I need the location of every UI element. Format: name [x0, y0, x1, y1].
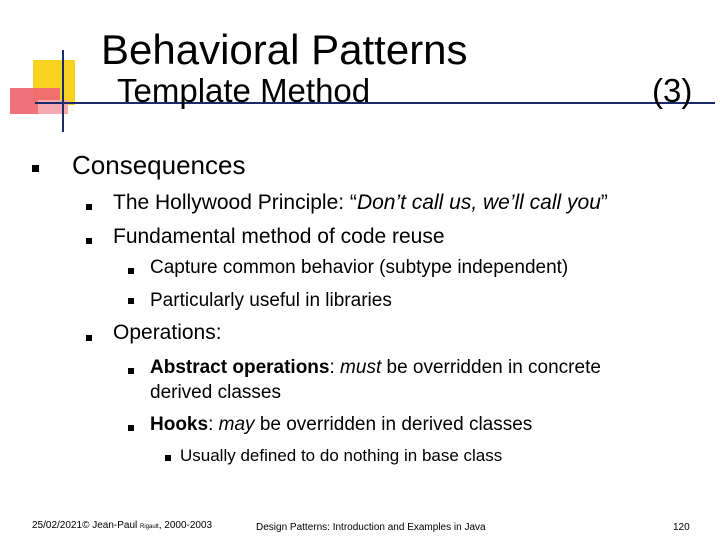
footer-page-number: 120	[673, 522, 690, 533]
bullet-consequences: Consequences	[72, 150, 246, 180]
bullet-fundamental-method: Fundamental method of code reuse	[113, 225, 445, 248]
footer-course-title: Design Patterns: Introduction and Examples in Java	[256, 522, 486, 533]
logo-vertical-line	[62, 50, 64, 132]
bullet-square-icon	[128, 298, 134, 304]
bullet-square-icon	[128, 268, 134, 274]
bullet-libraries: Particularly useful in libraries	[150, 290, 392, 311]
bullet-square-icon	[32, 165, 39, 172]
bullet-capture-behavior: Capture common behavior (subtype independent)	[150, 257, 569, 278]
bullet-square-icon	[86, 204, 92, 210]
bullet-operations: Operations:	[113, 321, 222, 344]
bullet-hooks: Hooks: may be overridden in derived classes	[150, 414, 533, 435]
bullet-usually-defined: Usually defined to do nothing in base class	[180, 446, 503, 465]
bullet-abstract-operations: Abstract operations: must be overridden in concrete	[150, 357, 601, 378]
slide-subtitle: Template Method	[117, 72, 371, 109]
bullet-square-icon	[86, 335, 92, 341]
bullet-square-icon	[128, 368, 134, 374]
bullet-hollywood-principle: The Hollywood Principle: “Don’t call us, we’ll call you”	[113, 191, 608, 214]
bullet-square-icon	[128, 425, 134, 431]
slide-part-number: (3)	[652, 72, 693, 109]
bullet-abstract-operations-continued: derived classes	[150, 382, 281, 403]
bullet-square-icon	[165, 455, 171, 461]
slide-title: Behavioral Patterns	[101, 26, 468, 73]
bullet-square-icon	[86, 238, 92, 244]
footer-copyright: 25/02/2021© Jean-Paul Rigault, 2000-2003	[32, 520, 213, 531]
